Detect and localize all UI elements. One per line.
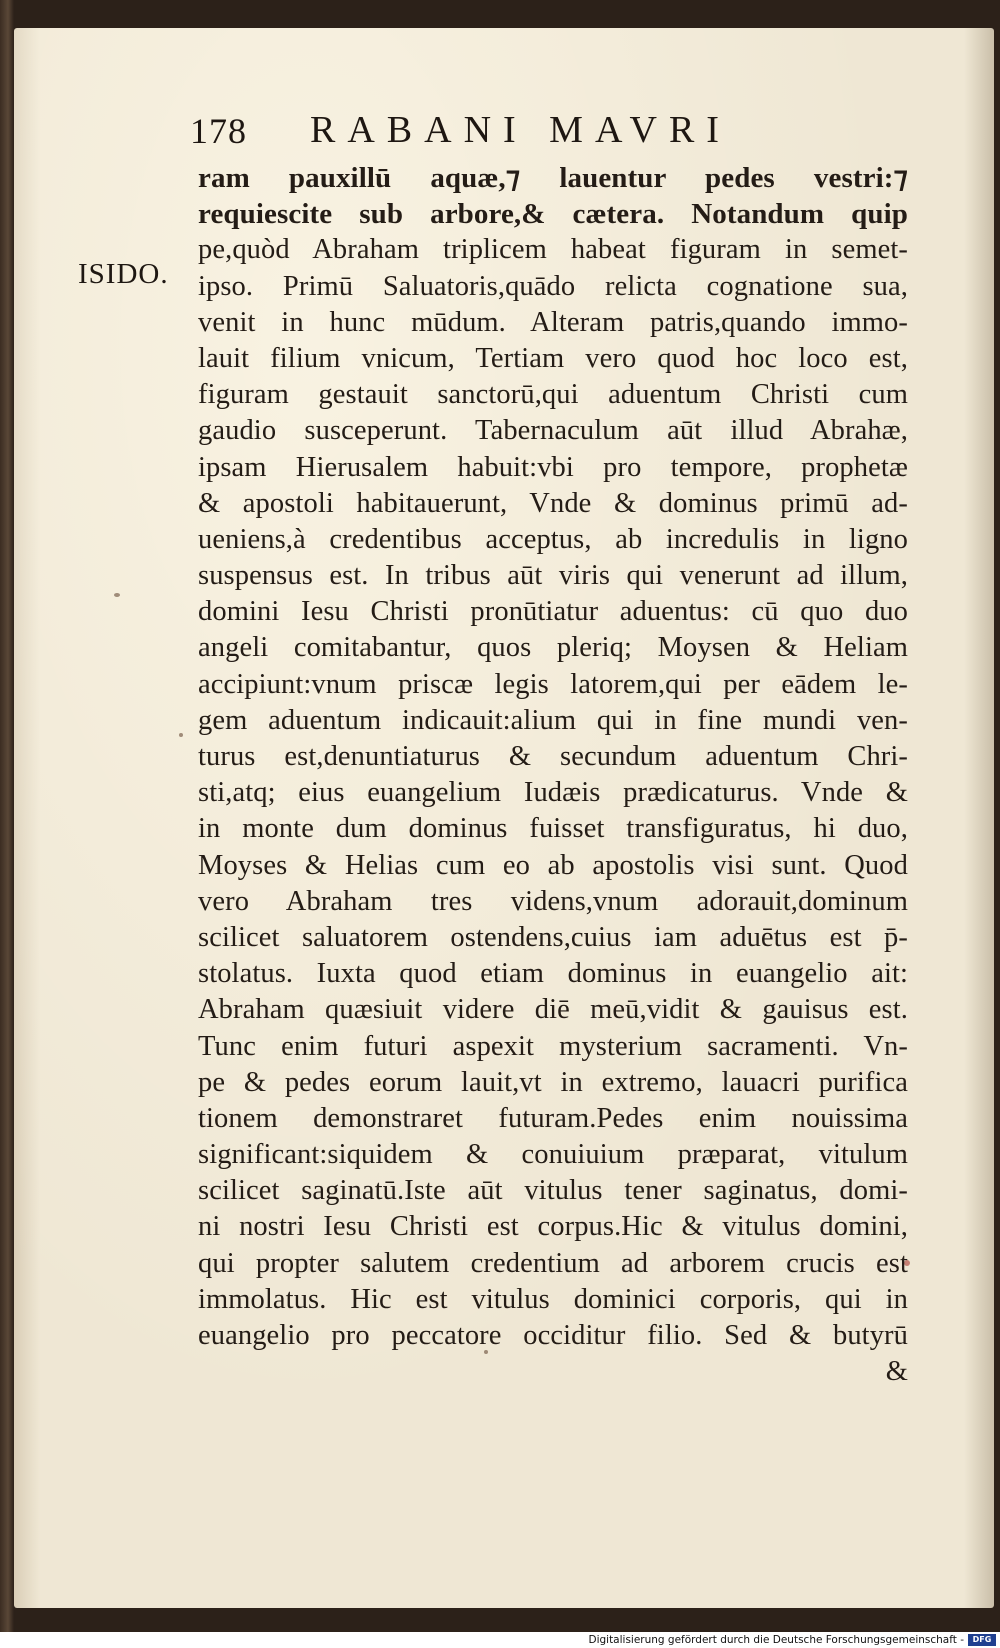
text-line: accipiunt:vnum priscæ legis latorem,qui per eādem le-: [198, 668, 908, 700]
catchword: &: [885, 1356, 908, 1388]
text-line: euangelio pro peccatore occiditur filio. Sed & butyrū: [198, 1320, 908, 1351]
text-line: ipso. Primū Saluatoris,quādo relicta cognatione sua,: [198, 270, 908, 302]
text-line: vero Abraham tres videns,vnum adorauit,dominum: [198, 885, 908, 917]
text-line: & apostoli habitauerunt, Vnde & dominus primū ad-: [198, 487, 908, 519]
text-line: scilicet saluatorem ostendens,cuius iam aduētus est p̄-: [198, 921, 908, 953]
text-block: [198, 160, 908, 1390]
text-line: in monte dum dominus fuisset transfiguratus, hi duo,: [198, 813, 908, 845]
text-line: angeli comitabantur, quos pleriq; Moysen & Heliam: [198, 632, 908, 664]
text-line: ueniens,à credentibus acceptus, ab incredulis in ligno: [198, 523, 908, 555]
text-line: ram pauxillū aquæ,⁊ lauentur pedes vestri:⁊: [198, 162, 908, 194]
text-line: Abraham quæsiuit videre diē meū,vidit & gauisus est.: [198, 994, 908, 1026]
text-line: venit in hunc mūdum. Alteram patris,quando immo-: [198, 306, 908, 338]
text-line: Tunc enim futuri aspexit mysterium sacramenti. Vn-: [198, 1030, 908, 1062]
text-line: gaudio susceperunt. Tabernaculum aūt illud Abrahæ,: [198, 415, 908, 447]
dfg-logo-icon: DFG: [968, 1634, 996, 1646]
text-line: pe,quòd Abraham triplicem habeat figuram in semet-: [198, 234, 908, 266]
page-header: [190, 108, 830, 156]
text-line: suspensus est. In tribus aūt viris qui venerunt ad illum,: [198, 560, 908, 592]
digitization-footer: [0, 1632, 1000, 1648]
text-line: tionem demonstraret futuram.Pedes enim nouissima: [198, 1102, 908, 1134]
paper-speck: [114, 593, 120, 597]
text-line: immolatus. Hic est vitulus dominici corporis, qui in: [198, 1283, 908, 1315]
funding-credit: Digitalisierung gefördert durch die Deutsche Forschungsgemeinschaft -: [588, 1634, 964, 1646]
page-number: 178: [190, 111, 247, 151]
text-line: ni nostri Iesu Christi est corpus.Hic & vitulus domini,: [198, 1211, 908, 1243]
text-line: scilicet saginatū.Iste aūt vitulus tener saginatus, domi-: [198, 1175, 908, 1207]
text-line: significant:siquidem & conuiuium præparat, vitulum: [198, 1139, 908, 1171]
paper-speck: [179, 733, 183, 737]
text-line: Moyses & Helias cum eo ab apostolis visi sunt. Quod: [198, 849, 908, 881]
text-line: lauit filium vnicum, Tertiam vero quod hoc loco est,: [198, 342, 908, 374]
running-head: RABANI MAVRI: [310, 109, 731, 151]
text-line: figuram gestauit sanctorū,qui aduentum Christi cum: [198, 379, 908, 411]
text-line: sti,atq; eius euangelium Iudæis prædicaturus. Vnde &: [198, 777, 908, 809]
text-line: turus est,denuntiaturus & secundum aduentum Chri-: [198, 741, 908, 772]
text-line: stolatus. Iuxta quod etiam dominus in euangelio ait:: [198, 958, 908, 990]
text-line: requiescite sub arbore,& cætera. Notandum quip: [198, 198, 908, 231]
margin-note: ISIDO.: [78, 258, 169, 290]
text-line: domini Iesu Christi pronūtiatur aduentus: cū quo duo: [198, 596, 908, 628]
text-line: ipsam Hierusalem habuit:vbi pro tempore, prophetæ: [198, 451, 908, 483]
text-line: qui propter salutem credentium ad arborem crucis est: [198, 1247, 908, 1279]
text-line: pe & pedes eorum lauit,vt in extremo, lauacri purifica: [198, 1066, 908, 1098]
text-line: gem aduentum indicauit:alium qui in fine mundi ven-: [198, 704, 908, 736]
